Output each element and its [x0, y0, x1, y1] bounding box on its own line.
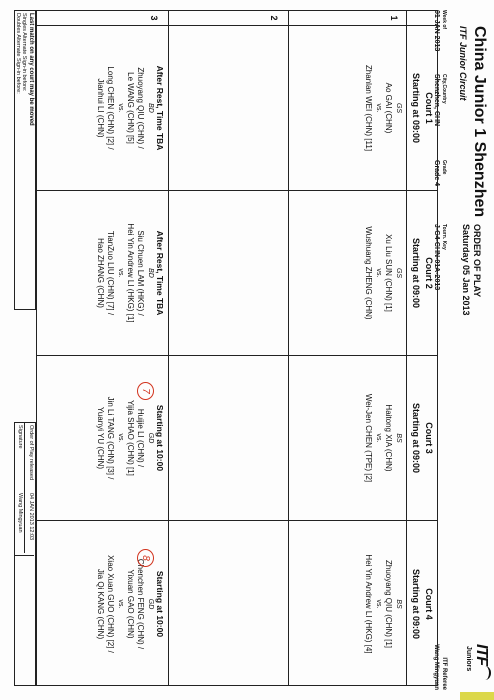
court-start: Starting at 09:00 — [411, 402, 421, 474]
vs-label: vs. — [375, 433, 382, 443]
order-of-play-heading — [460, 224, 482, 316]
event-code: BS — [395, 599, 402, 609]
event-code: BD — [147, 268, 154, 278]
player: Xiao Xuan GUO (CHN) [2] / — [106, 555, 115, 653]
match-cell — [95, 191, 165, 355]
city-value: Shenzhen, CHN — [433, 74, 440, 127]
match-cell — [363, 26, 403, 190]
court-name: Court 2 — [424, 257, 434, 289]
row-number-3: 3 — [149, 15, 159, 21]
tourn-key-label: Tourn. Key — [441, 224, 447, 250]
player: Chenchen FENG (CHN) / — [136, 558, 145, 650]
footer — [6, 10, 36, 686]
event-code: BS — [395, 433, 402, 443]
player: Huijie LI (CHN) / — [136, 408, 145, 468]
referee-tagline: ITF Referee — [441, 657, 447, 690]
vs-label: vs. — [117, 433, 124, 443]
player: Jianhui LI (CHN) — [96, 78, 105, 138]
player: TianZuo LIU (CHN) [7] / — [106, 230, 115, 316]
week-label: Week of — [441, 10, 447, 30]
logo-text: ITF — [473, 644, 490, 665]
referee-name: Wang Mingyuan — [433, 644, 439, 690]
vs-label: vs. — [375, 268, 382, 278]
release-divider — [24, 423, 25, 553]
match-start: Starting at 10:00 — [155, 570, 165, 638]
court-column — [37, 190, 437, 355]
match-start: After Rest, Time TBA — [155, 65, 165, 151]
event-code: GS — [395, 267, 402, 279]
released-value: 04 JAN 2013 12:03 — [28, 493, 34, 541]
court-start: Starting at 09:00 — [411, 72, 421, 144]
court-name: Court 3 — [424, 422, 434, 454]
player: Wushuang ZHENG (CHN) — [364, 226, 373, 320]
player: Haitong XIA (CHN) — [384, 404, 393, 472]
player: Zhanlan WEI (CHN) [11] — [364, 64, 373, 152]
footer-note-singles: Singles Alternate Sign-in before: — [21, 13, 28, 92]
logo-sub: Juniors — [465, 646, 472, 672]
schedule-grid — [36, 10, 438, 686]
player: Le WANG (CHN) [5] — [126, 72, 135, 144]
match-cell — [95, 356, 165, 520]
court-header — [409, 26, 437, 190]
itf-juniors-logo — [450, 644, 490, 688]
court-header — [409, 356, 437, 520]
court-name: Court 4 — [424, 588, 434, 620]
match-cell — [363, 191, 403, 355]
player: Jia Qi KANG (CHN) — [96, 568, 105, 640]
tourn-key-value: J-G4-CHN-01A-2013 — [433, 224, 440, 291]
player: Hei Yin Andrew LI (HKG) [4] — [364, 554, 373, 654]
player: Hao ZHANG (CHN) — [96, 238, 105, 308]
footer-note-moved: Last match on any court may be moved — [28, 13, 34, 126]
vs-label: vs. — [117, 599, 124, 609]
match-cell — [95, 521, 165, 687]
player: Siu Chuen LAM (HKG) / — [136, 230, 145, 316]
court-name: Court 1 — [424, 92, 434, 124]
match-cell — [95, 26, 165, 190]
court-start: Starting at 09:00 — [411, 237, 421, 309]
player: Yuanyi YU (CHN) — [96, 406, 105, 470]
signature-space — [15, 555, 34, 686]
court-header — [409, 521, 437, 687]
grade-value: Grade 4 — [433, 160, 440, 187]
court-column — [37, 520, 437, 687]
player: Jin Li TANG (CHN) [3] / — [106, 396, 115, 480]
player: Zhuoyang QIU (CHN) / — [136, 67, 145, 149]
player: Yixuan GAO (CHN) — [126, 569, 135, 639]
event-code: GD — [147, 432, 154, 444]
logo-swoosh-icon — [479, 666, 491, 680]
player: Xu Liu SUN (CHN) [1] — [384, 234, 393, 312]
tournament-title: China Junior 1 Shenzhen — [471, 26, 488, 218]
order-of-play-date: Saturday 05 Jan 2013 — [461, 224, 471, 316]
order-of-play-title: ORDER OF PLAY — [472, 224, 482, 298]
vs-label: vs. — [375, 103, 382, 113]
match-start: Starting at 10:00 — [155, 404, 165, 472]
released-label: Order of Play released — [28, 425, 34, 481]
vs-label: vs. — [375, 599, 382, 609]
court-header — [409, 191, 437, 355]
match-cell — [363, 521, 403, 687]
week-value: 01 JAN 2013 — [433, 10, 440, 52]
tournament-subtitle: ITF Junior Circuit — [458, 26, 468, 101]
city-label: City,Country — [441, 74, 447, 104]
match-cell — [363, 356, 403, 520]
release-box — [14, 422, 36, 686]
scan-highlight-mark — [460, 692, 494, 700]
court-start: Starting at 09:00 — [411, 568, 421, 640]
vs-label: vs. — [117, 268, 124, 278]
match-start: After Rest, Time TBA — [155, 230, 165, 316]
player: Ao GAI (CHN) — [384, 82, 393, 134]
row-number-2: 2 — [269, 15, 279, 21]
player: Wei-Jen CHEN (TPE) [2] — [364, 393, 373, 483]
handwritten-circled-number: 7 — [137, 382, 154, 400]
signature-name: Wang Mingyuan — [17, 493, 23, 533]
player: Yijia SHAO (CHN) [1] — [126, 400, 135, 476]
player: Zhuoyang QIU (CHN) [1] — [384, 559, 393, 649]
event-code: GD — [147, 598, 154, 610]
footer-notes — [14, 10, 36, 310]
footer-note-doubles: Doubles Alternate Sign-in before: — [15, 13, 21, 94]
player: Long CHEN (CHN) [2] / — [106, 66, 115, 150]
handwritten-circled-number: 8 — [137, 549, 154, 567]
vs-label: vs. — [117, 103, 124, 113]
row-number-1: 1 — [389, 15, 399, 21]
event-code: BD — [147, 103, 154, 113]
event-code: GS — [395, 102, 402, 114]
court-column — [37, 25, 437, 190]
grade-label: Grade — [441, 160, 447, 175]
signature-label: Signature — [17, 425, 23, 449]
player: Hei Yin Andrew LI (HKG) [1] — [126, 223, 135, 323]
court-column — [37, 355, 437, 520]
